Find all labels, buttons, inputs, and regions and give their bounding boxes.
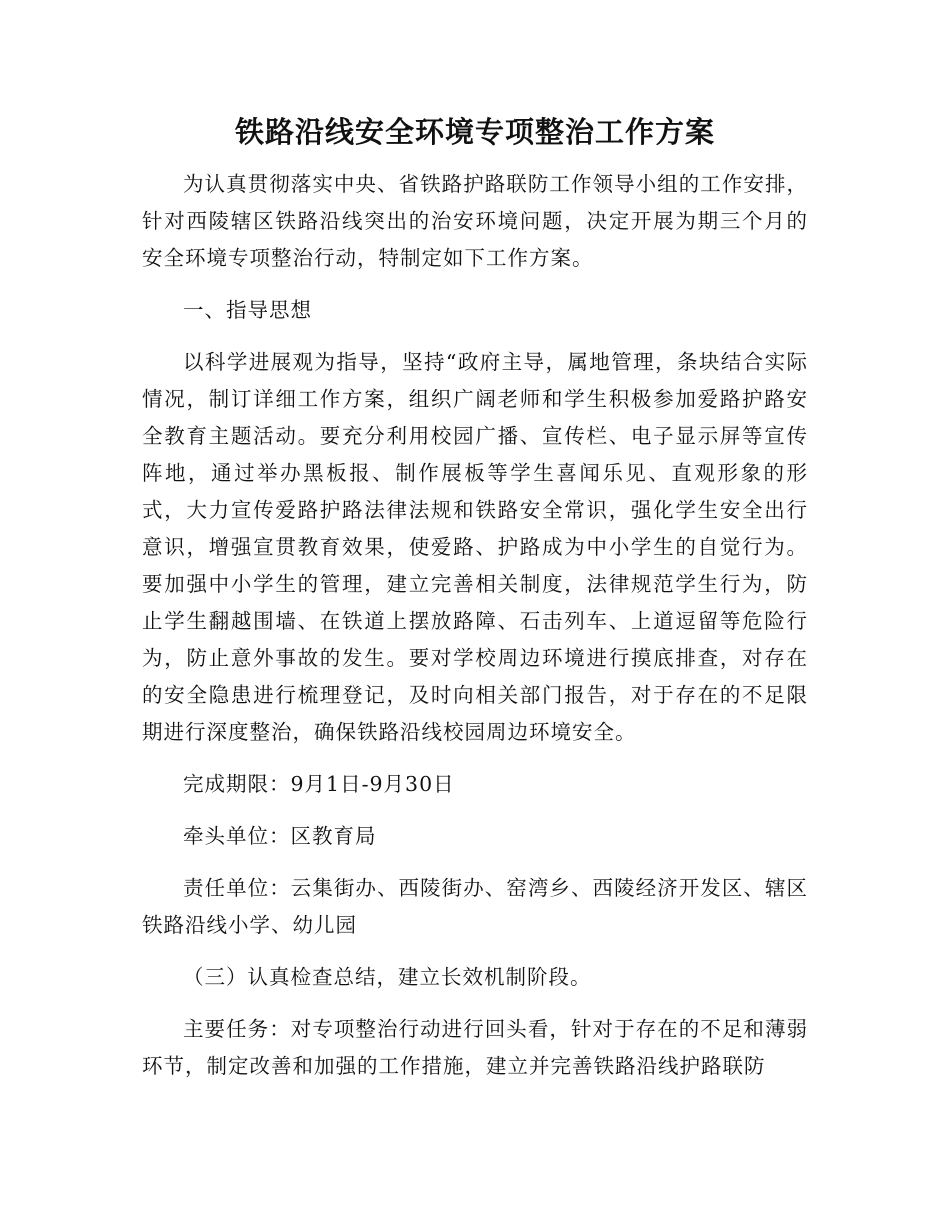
- deadline-paragraph: 完成期限：9月1日-9月30日: [183, 772, 455, 796]
- guiding-ideology-paragraph: 以科学进展观为指导，坚持“政府主导，属地管理，条块结合实际情况，制订详细工作方案，组织广阔老师和学生积极参加爱路护路安全教育主题活动。要充分利用校园广播、宣传栏、电子显示屏等宣传阵地，通过举办黑板报、制作展板等学生喜闻乐见、直观形象的形式，大力宣传爱路护路法律法规和铁路安全常识，强化学生安全出行意识，增强宣贯教育效果，使爱路、护路成为中小学生的自觉行为。要加强中小学生的管理，建立完善相关制度，法律规范学生行为，防止学生翻越围墙、在铁道上摆放路障、石击列车、上道逗留等危险行为，防止意外事故的发生。要对学校周边环境进行摸底排查，对存在的安全隐患进行梳理登记，及时向相关部门报告，对于存在的不足限期进行深度整治，确保铁路沿线校园周边环境安全。: [142, 350, 808, 744]
- intro-paragraph: 为认真贯彻落实中央、省铁路护路联防工作领导小组的工作安排，针对西陵辖区铁路沿线突出的治安环境问题，决定开展为期三个月的安全环境专项整治行动，特制定如下工作方案。: [142, 172, 808, 270]
- main-tasks-paragraph: 主要任务：对专项整治行动进行回头看，针对于存在的不足和薄弱环节，制定改善和加强的工作措施，建立并完善铁路沿线护路联防: [142, 1017, 808, 1078]
- responsible-units-paragraph: 责任单位：云集街办、西陵街办、窑湾乡、西陵经济开发区、辖区铁路沿线小学、幼儿园: [142, 876, 808, 937]
- document-title: 铁路沿线安全环境专项整治工作方案: [234, 115, 715, 149]
- phase-three-heading: （三）认真检查总结，建立长效机制阶段。: [183, 965, 592, 989]
- lead-unit-paragraph: 牵头单位：区教育局: [183, 824, 377, 848]
- section-heading-guiding-ideology: 一、指导思想: [183, 298, 312, 322]
